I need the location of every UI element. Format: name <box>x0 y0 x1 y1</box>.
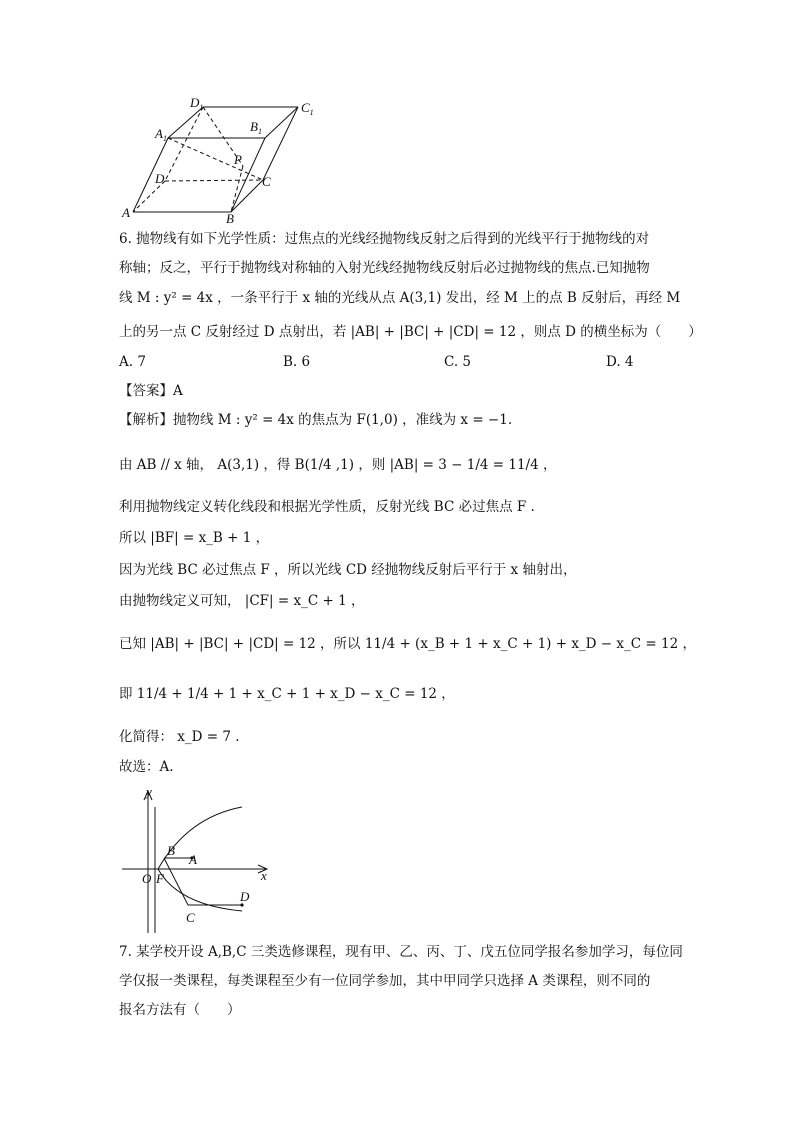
label-F: F <box>156 871 164 886</box>
label-A: A <box>189 852 197 867</box>
solution-line-4: 所以 |BF| = x_B + 1 ， <box>119 530 270 546</box>
question-7-line-1: 7. 某学校开设 A,B,C 三类选修课程，现有甲、乙、丙、丁、戊五位同学报名参加学习，每位同 <box>119 944 683 960</box>
question-6-line-4: 上的另一点 C 反射经过 D 点射出，若 |AB| + |BC| + |CD| = 12 ，则点 D 的横坐标为（ ） <box>119 324 702 340</box>
solution-line-8: 即 11/4 + 1/4 + 1 + x_C + 1 + x_D − x_C = 12 ， <box>119 686 455 702</box>
solution-line-2: 由 AB // x 轴， A(3,1) ，得 B(1/4 ,1) ，则 |AB| = 3 − 1/4 = 11/4 ， <box>119 457 557 473</box>
label-B: B <box>167 843 175 858</box>
solution-line-7: 已知 |AB| + |BC| + |CD| = 12 ，所以 11/4 + (x_B + 1 + x_C + 1) + x_D − x_C = 12 ， <box>119 636 696 652</box>
question-7-line-2: 学仅报一类课程，每类课程至少有一位同学参加，其中甲同学只选择 A 类课程，则不同的 <box>119 973 651 989</box>
option-a: A. 7 <box>119 354 146 370</box>
solution-line-9: 化简得： x_D = 7 . <box>119 729 240 745</box>
label-x-axis: x <box>261 868 267 883</box>
solution-line-10: 故选：A. <box>119 759 174 775</box>
solution-line-6: 由抛物线定义可知， |CF| = x_C + 1 ， <box>119 593 365 609</box>
label-C: C <box>262 174 271 189</box>
label-O: O <box>142 871 152 886</box>
label-A: A <box>122 205 130 220</box>
option-d: D. 4 <box>606 354 634 370</box>
label-D1: $D_1$ <box>190 95 204 112</box>
label-C1: $C_1$ <box>301 100 314 117</box>
option-c: C. 5 <box>444 354 472 370</box>
label-D: D <box>155 171 165 186</box>
answer-line: 【答案】A <box>119 383 183 399</box>
solution-line-1: 【解析】抛物线 M : y² = 4x 的焦点为 F(1,0) ，准线为 x = −1. <box>119 412 513 428</box>
question-6-line-3: 线 M : y² = 4x ，一条平行于 x 轴的光线从点 A(3,1) 发出，经 M 上的点 B 反射后，再经 M <box>119 290 681 306</box>
label-y-axis: y <box>146 787 152 799</box>
question-6-line-2: 称轴；反之，平行于抛物线对称轴的入射光线经抛物线反射后必过抛物线的焦点.已知抛物 <box>119 260 650 276</box>
question-6-line-1: 6. 抛物线有如下光学性质：过焦点的光线经抛物线反射之后得到的光线平行于抛物线的对 <box>119 231 650 247</box>
solution-line-5: 因为光线 BC 必过焦点 F ，所以光线 CD 经抛物线反射后平行于 x 轴射出， <box>119 562 577 578</box>
label-B: B <box>226 211 234 226</box>
label-P: P <box>234 152 242 167</box>
label-C: C <box>186 910 195 925</box>
parallelepiped-figure <box>118 95 328 227</box>
parabola-figure <box>118 787 278 935</box>
label-D: D <box>240 889 250 904</box>
option-b: B. 6 <box>283 354 311 370</box>
question-7-line-3: 报名方法有（ ） <box>119 1002 241 1018</box>
solution-line-3: 利用抛物线定义转化线段和根据光学性质，反射光线 BC 必过焦点 F . <box>119 499 535 515</box>
label-A1: $A_1$ <box>155 126 167 143</box>
label-B1: $B_1$ <box>250 119 262 136</box>
